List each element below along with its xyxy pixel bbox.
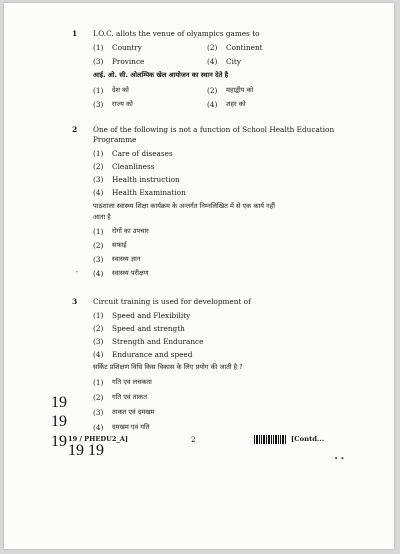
option-text: City: [226, 57, 241, 66]
option-num: (1): [93, 227, 104, 236]
option-num: (1): [93, 43, 104, 52]
option-num: (3): [93, 255, 104, 264]
exam-page: [4, 3, 394, 549]
option-text: Care of diseases: [112, 149, 173, 158]
option-text: ताकत एवं दमखम: [112, 408, 155, 416]
option-text: शहर को: [226, 100, 246, 108]
option-num: (2): [93, 393, 104, 402]
option-text: सफाई: [112, 241, 127, 249]
option-text: Speed and strength: [112, 324, 185, 333]
option-text: Country: [112, 43, 142, 52]
question-text: One of the following is not a function of School Health Education: [93, 125, 335, 134]
hindi-question-text: आई. ओ. सी. ओलम्पिक खेल आयोजन का स्थान देते है: [93, 71, 229, 79]
option-num: (4): [93, 350, 104, 359]
question-number: 2: [72, 125, 78, 134]
option-num: (2): [207, 86, 218, 95]
option-num: (1): [93, 149, 104, 158]
option-text: Continent: [226, 43, 263, 52]
option-num: (4): [207, 100, 218, 109]
option-text: Strength and Endurance: [112, 337, 204, 346]
option-text: Cleanliness: [112, 162, 155, 171]
option-num: (3): [93, 408, 104, 417]
stray-mark: • •: [334, 455, 345, 463]
option-text: देश को: [112, 86, 129, 94]
question-text: Programme: [93, 135, 137, 144]
question-number: 1: [72, 29, 78, 38]
option-text: राज्य को: [112, 100, 133, 108]
question-number: 3: [72, 297, 78, 306]
barcode: [254, 435, 287, 444]
watermark-number: 19 19: [68, 442, 104, 459]
watermark-number: 19: [51, 433, 67, 450]
option-num: (3): [93, 337, 104, 346]
option-num: (4): [207, 57, 218, 66]
option-num: (2): [93, 324, 104, 333]
page-number: 2: [191, 435, 196, 444]
watermark-number: 19: [51, 394, 67, 411]
option-text: महाद्वीप को: [226, 86, 254, 94]
watermark-number: 19: [51, 413, 67, 430]
option-text: गति एवं लचकता: [112, 378, 152, 386]
question-text: I.O.C. allots the venue of olyampics games to: [93, 29, 260, 38]
question-text: Circuit training is used for development of: [93, 297, 251, 306]
hindi-question-text: सर्किट प्रशिक्षण विधि किस विकास के लिए प्रयोग की जाती है ?: [93, 363, 243, 371]
option-text: Endurance and speed: [112, 350, 193, 359]
option-text: Health instruction: [112, 175, 180, 184]
continued-label: [Contd...: [291, 435, 325, 443]
option-num: (1): [93, 311, 104, 320]
option-text: दमखम एवं गति: [112, 423, 150, 431]
option-num: (3): [93, 100, 104, 109]
option-text: स्वास्थ्य परीक्षण: [112, 269, 149, 277]
option-num: (2): [207, 43, 218, 52]
option-text: Province: [112, 57, 145, 66]
option-num: (4): [93, 423, 104, 432]
paper-code: 19 / PHEDU2_A]: [68, 435, 128, 443]
option-num: (1): [93, 378, 104, 387]
hindi-question-text: आता है: [93, 213, 111, 221]
option-text: स्वास्थ्य ज्ञान: [112, 255, 141, 263]
hindi-question-text: पाठशाला स्वास्थ्य शिक्षा कार्यक्रम के अन्तर्गत निम्नलिखित में से एक कार्य नहीं: [93, 202, 275, 210]
option-num: (4): [93, 269, 104, 278]
option-num: (2): [93, 162, 104, 171]
option-text: Health Examination: [112, 188, 186, 197]
option-text: रोगों का उपचार: [112, 227, 149, 235]
option-text: Speed and Flexibility: [112, 311, 191, 320]
stray-mark: -: [76, 268, 79, 276]
option-num: (4): [93, 188, 104, 197]
option-num: (3): [93, 57, 104, 66]
option-num: (1): [93, 86, 104, 95]
option-text: गति एवं ताकत: [112, 393, 147, 401]
option-num: (2): [93, 241, 104, 250]
option-num: (3): [93, 175, 104, 184]
